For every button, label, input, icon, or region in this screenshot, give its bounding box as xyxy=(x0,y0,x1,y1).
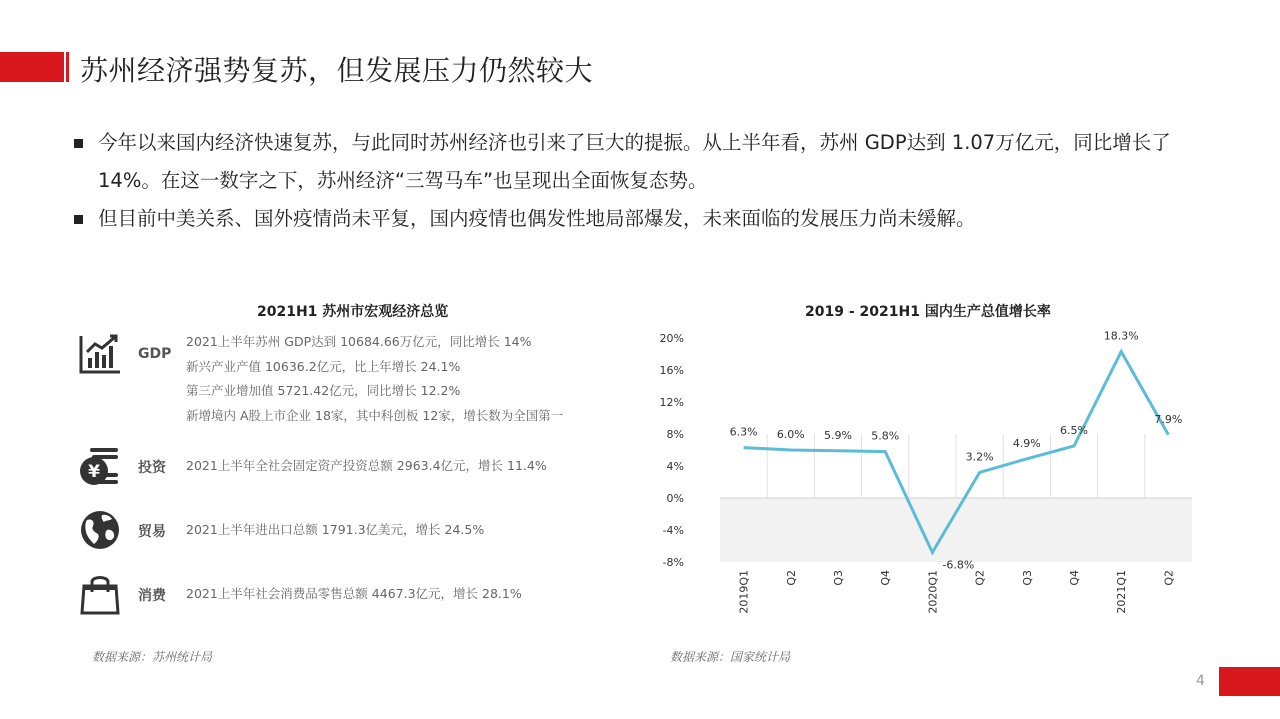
overview-line: 新增境内 A股上市企业 18家，其中科创板 12家，增长数为全国第一 xyxy=(186,407,564,423)
yen-coin-stack-icon xyxy=(78,444,122,488)
overview-line: 第三产业增加值 5721.42亿元，同比增长 12.2% xyxy=(186,383,461,398)
x-tick-label: 2019Q1 xyxy=(737,570,751,614)
data-label: 6.3% xyxy=(729,425,758,439)
y-tick-label: -4% xyxy=(662,524,684,537)
bullet-item xyxy=(72,124,1222,200)
x-tick-label: Q2 xyxy=(784,570,798,586)
x-tick-label: Q3 xyxy=(832,570,845,586)
y-tick-label: 0% xyxy=(666,492,684,505)
x-tick-label: Q2 xyxy=(973,570,987,586)
left-source-note: 数据来源：苏州统计局 xyxy=(92,650,213,664)
overview-lines xyxy=(186,582,522,607)
y-tick-label: -8% xyxy=(662,556,684,569)
data-label: 6.0% xyxy=(776,428,805,441)
data-label: 5.9% xyxy=(824,428,852,442)
overview-line: 2021上半年全社会固定资产投资总额 2963.4亿元，增长 11.4% xyxy=(186,458,547,473)
footer-accent-bar xyxy=(1219,667,1280,696)
x-tick-label: Q4 xyxy=(879,570,893,586)
overview-line: 2021上半年进出口总额 1791.3亿美元，增长 24.5% xyxy=(186,522,485,537)
data-label: -6.8% xyxy=(942,558,975,572)
data-label: 6.5% xyxy=(1060,424,1088,437)
x-tick-label: 2020Q1 xyxy=(926,570,940,614)
data-label: 4.9% xyxy=(1012,436,1041,450)
overview-label: 消费 xyxy=(138,588,166,604)
y-tick-label: 16% xyxy=(659,364,684,377)
data-label: 3.2% xyxy=(965,450,994,464)
x-tick-label: Q2 xyxy=(1162,570,1176,586)
bullet-text: 但目前中美关系、国外疫情尚未平复，国内疫情也偶发性地局部爆发，未来面临的发展压力尚未缓解。 xyxy=(98,207,976,230)
x-tick-label: 2021Q1 xyxy=(1115,570,1129,614)
bullet-item xyxy=(72,200,1222,238)
overview-line: 2021上半年社会消费品零售总额 4467.3亿元，增长 28.1% xyxy=(186,586,522,601)
page-title: 苏州经济强势复苏，但发展压力仍然较大 xyxy=(80,54,594,87)
bullet-square-icon xyxy=(74,139,83,148)
shopping-bag-icon xyxy=(78,572,122,616)
y-tick-label: 12% xyxy=(659,396,684,409)
data-label: 7.9% xyxy=(1154,412,1183,426)
gdp-growth-line-chart xyxy=(650,320,1210,620)
page-number: 4 xyxy=(1196,673,1205,689)
overview-line: 新兴产业产值 10636.2亿元，比上年增长 24.1% xyxy=(186,358,461,374)
x-tick-label: Q4 xyxy=(1068,570,1081,586)
overview-line: 2021上半年苏州 GDP达到 10684.66万亿元，同比增长 14% xyxy=(186,334,532,349)
data-label: 18.3% xyxy=(1103,329,1139,343)
svg-text:¥: ¥ xyxy=(88,462,100,482)
overview-lines xyxy=(186,454,547,479)
x-tick-label: Q3 xyxy=(1020,570,1034,586)
title-accent-divider xyxy=(66,52,69,82)
overview-label: 贸易 xyxy=(138,524,166,540)
overview-lines xyxy=(186,518,484,543)
data-label: 5.8% xyxy=(871,429,900,443)
chart-title: 2019 - 2021H1 国内生产总值增长率 xyxy=(805,304,1051,320)
bullet-text: 今年以来国内经济快速复苏，与此同时苏州经济也引来了巨大的提振。从上半年看，苏州 GDP达到 1.07万亿元，同比增长了 14%。在这一数字之下，苏州经济“三驾马车”也呈现出全面恢复态势。 xyxy=(98,131,1171,192)
y-tick-label: 4% xyxy=(666,460,684,473)
plot-background-negative xyxy=(720,498,1192,562)
y-tick-label: 20% xyxy=(659,332,684,345)
overview-lines xyxy=(186,330,563,428)
globe-icon xyxy=(78,508,122,552)
bullet-list xyxy=(72,124,1222,238)
y-tick-label: 8% xyxy=(666,428,684,441)
bullet-square-icon xyxy=(74,215,83,224)
overview-label: GDP xyxy=(138,346,172,362)
overview-label: 投资 xyxy=(138,460,166,476)
chart-source-note: 数据来源：国家统计局 xyxy=(670,650,791,664)
overview-title: 2021H1 苏州市宏观经济总览 xyxy=(257,304,449,320)
bar-chart-icon xyxy=(78,332,122,376)
title-accent-bar xyxy=(0,52,64,82)
